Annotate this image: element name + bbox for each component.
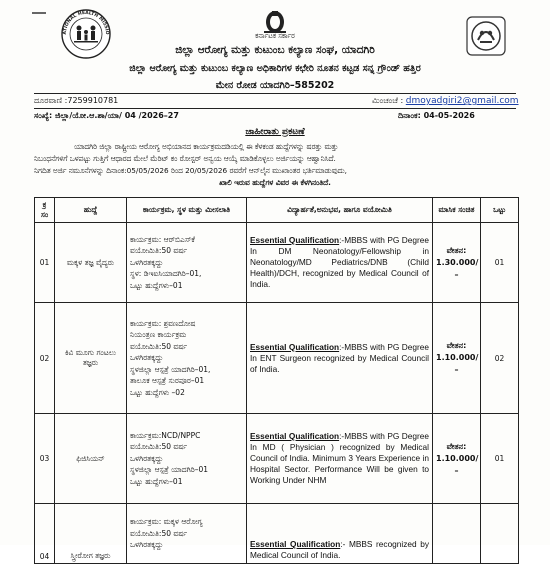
government-label: ಕರ್ನಾಟಕ ಸರ್ಕಾರ bbox=[255, 32, 295, 40]
duty-line: ಒಳಗಿರತಕ್ಕದ್ದು bbox=[130, 540, 164, 550]
table-row bbox=[35, 223, 519, 303]
salary-dash: – bbox=[454, 269, 459, 279]
duty-line: ಸ್ಥಳಜಿಲ್ಲಾ ಆಸ್ಪತ್ರೆ ಯಾದಗಿರಿ–01 bbox=[130, 465, 209, 475]
row-salary bbox=[433, 223, 481, 303]
email-link[interactable]: dmoyadgiri2@gmail.com bbox=[405, 96, 519, 106]
table-row bbox=[35, 504, 519, 564]
duty-line: ಒಳಗಿರತಕ್ಕದ್ದು bbox=[130, 257, 164, 267]
phone-label: ದೂರವಾಣಿ : bbox=[34, 96, 68, 105]
header-duty: ಕಾರ್ಯಕ್ರಮ, ಸ್ಥಳ ಮತ್ತು ಮೀಸಲಾತಿ bbox=[127, 198, 247, 223]
notice-line-4: ಖಾಲಿ ಇರುವ ಹುದ್ದೆಗಳ ವಿವರ ಈ ಕೆಳಗಿನಂತಿದೆ. bbox=[219, 178, 331, 187]
row-post: ಕಿವಿ ಮೂಗು ಗಂಟಲು ತಜ್ಞರು bbox=[55, 303, 127, 414]
duty-line: ವಯೋಮಿತಿ:50 ವರ್ಷ bbox=[130, 246, 188, 256]
row-post: ಫಿಜಿಸಿಯನ್ bbox=[55, 414, 127, 504]
header-divider bbox=[34, 93, 516, 94]
row-sl: 02 bbox=[35, 303, 55, 414]
row-count: 02 bbox=[481, 303, 519, 414]
duty-line: ನಿಯಂತ್ರಣ ಕಾರ್ಯಕ್ರಮ bbox=[130, 330, 187, 340]
duty-line: ವಯೋಮಿತಿ:50 ವರ್ಷ bbox=[130, 528, 188, 538]
scan-mark bbox=[32, 12, 46, 14]
notice-body bbox=[34, 141, 516, 189]
qualification-text: :- MBBS recognized by Medical Council of India. bbox=[250, 539, 429, 560]
qualification-label: Essential Qualification bbox=[250, 235, 340, 245]
duty-line: ಸ್ಥಳಜಿಲ್ಲಾ ಆಸ್ಪತ್ರೆ ಯಾದಗಿರಿ–01, bbox=[130, 364, 211, 374]
row-post: ಸ್ತ್ರೀರೋಗ ತಜ್ಞರು bbox=[55, 504, 127, 564]
duty-line: ಒಟ್ಟು ಹುದ್ದೆಗಳು–01 bbox=[130, 476, 183, 486]
date-value: 04-05-2026 bbox=[423, 111, 475, 120]
duty-line: ವಯೋಮಿತಿ:50 ವರ್ಷ bbox=[130, 341, 188, 351]
header-post: ಹುದ್ದೆ bbox=[55, 198, 127, 223]
header-count: ಒಟ್ಟು bbox=[481, 198, 519, 223]
row-duty bbox=[127, 303, 247, 414]
vacancy-table bbox=[34, 197, 519, 564]
qualification-label: Essential Qualification bbox=[250, 341, 340, 352]
row-qualification bbox=[247, 414, 433, 504]
duty-line: ಸ್ಥಳ: ಡಿಇಐಸಿಯಾದಗಿರಿ–01, bbox=[130, 269, 202, 279]
duty-line: ಕಾರ್ಯಕ್ರಮ: ಶ್ರವಣದೋಷ bbox=[130, 318, 196, 328]
email-line bbox=[372, 96, 519, 106]
salary-dash: – bbox=[454, 465, 459, 475]
salary-amount: 1.10.000/ bbox=[436, 353, 479, 362]
salary-label: ವೇತನ: bbox=[446, 441, 467, 451]
header-sl: ಕ್ರ ಸಂ bbox=[35, 198, 55, 223]
notice-title: ಜಾಹೀರಾತು ಪ್ರಕಟಣೆ bbox=[245, 127, 305, 137]
row-sl: 01 bbox=[35, 223, 55, 303]
row-salary bbox=[433, 414, 481, 504]
duty-line: ಕಾರ್ಯಕ್ರಮ: ಆರ್‌ಬಿಎಸ್‌ಕೆ bbox=[130, 234, 195, 244]
row-qualification bbox=[247, 303, 433, 414]
office-address-line2: ಮೇನ ರೋಡ ಯಾದಗಿರಿ–585202 bbox=[215, 80, 335, 91]
qualification-label: Essential Qualification bbox=[250, 431, 340, 441]
duty-line: ಕಾರ್ಯಕ್ರಮ:NCD/NPPC bbox=[130, 430, 201, 440]
salary-amount: 1.10.000/ bbox=[436, 453, 479, 463]
contact-divider bbox=[34, 108, 516, 109]
salary-label: ವೇತನ: bbox=[446, 245, 467, 255]
duty-line: ಒಳಗಿರತಕ್ಕದ್ದು bbox=[130, 353, 164, 363]
row-post: ಮಕ್ಕಳ ತಜ್ಞ ವೈದ್ಯರು bbox=[55, 223, 127, 303]
row-qualification bbox=[247, 223, 433, 303]
duty-line: ವಯೋಮಿತಿ:50 ವರ್ಷ bbox=[130, 442, 188, 452]
row-sl: 03 bbox=[35, 414, 55, 504]
row-salary bbox=[433, 303, 481, 414]
qualification-label: Essential Qualification bbox=[250, 539, 341, 549]
row-sl: 04 bbox=[35, 504, 55, 564]
reference-number: ಸಂಖ್ಯೆ: ಜಿಲ್ಲಾ/ಯೋ.ಆ.ಶಾ/ಯಾ/ 04 /2026–27 bbox=[34, 111, 179, 120]
duty-line: ತಾಲೂಕ ಆಸ್ಪತ್ರೆ ಸುರಪೂರ–01 bbox=[130, 376, 205, 386]
office-address-line1: ಜಿಲ್ಲಾ ಆರೋಗ್ಯ ಮತ್ತು ಕುಟುಂಬ ಕಲ್ಯಾಣ ಅಧಿಕಾರಿಗಳ ಕಛೇರಿ ನೂತನ ಕಟ್ಟಡ ಸನ್ನ ಗ್ರೌಂಡ್ ಹತ್ತಿರ bbox=[129, 63, 421, 74]
row-duty bbox=[127, 223, 247, 303]
office-name: ಜಿಲ್ಲಾ ಆರೋಗ್ಯ ಮತ್ತು ಕುಟುಂಬ ಕಲ್ಯಾಣ ಸಂಘ, ಯಾದಗಿರಿ bbox=[175, 44, 375, 56]
duty-line: ಒಳಗಿರತಕ್ಕದ್ದು bbox=[130, 453, 164, 463]
table-row bbox=[35, 414, 519, 504]
notice-line-1: ಯಾದಗಿರಿ ಜಿಲ್ಲಾ ರಾಷ್ಟ್ರೀಯ ಆರೋಗ್ಯ ಅಭಿಯಾನದ ಕಾರ್ಯಕ್ರಮದಡಿಯಲ್ಲಿ ಈ ಕೆಳಕಂಡ ಹುದ್ದೆಗಳನ್ನು ಷರತ್ತು ಮತ್ತು bbox=[74, 142, 339, 151]
phone-line bbox=[34, 96, 118, 106]
phone-number: 7259910781 bbox=[67, 96, 119, 105]
table-header-row bbox=[35, 198, 519, 223]
row-salary bbox=[433, 504, 481, 564]
duty-line: ಒಟ್ಟು ಹುದ್ದೆಗಳು –02 bbox=[130, 387, 185, 397]
qualification-text: :-MBBS with PG Degree In ENT Surgeon recognized by Medical Council of India. bbox=[250, 341, 429, 374]
duty-line: ಒಟ್ಟು ಹುದ್ದೆಗಳು–01 bbox=[130, 280, 183, 290]
row-count: 01 bbox=[481, 414, 519, 504]
qualification-text: :-MBBS with PG Degree In MD ( Physician ) recognized by Medical Council of India. Minimum 3 Years Experience in Hospital Sector. Performance Will be given to Working Under NHM bbox=[250, 431, 429, 485]
notice-line-3: ನಿಗದಿತ ಅರ್ಜಿ ನಮೂನೆಗಳನ್ನು ದಿನಾಂಕ:05/05/2026 ರಿಂದ 20/05/2026 ರವರೆಗೆ ಆನ್‌ಲೈನ ಮುಖಾಂತರ ಭರ್ತಿಮಾಡುವುದು, bbox=[34, 166, 347, 175]
svg-text:NATIONAL HEALTH MISSION: ATIONAL HEALTH MISSIO bbox=[62, 10, 110, 35]
duty-line: ಕಾರ್ಯಕ್ರಮ: ಮಕ್ಕಳ ಆರೋಗ್ಯ bbox=[130, 517, 203, 527]
salary-dash: – bbox=[454, 365, 459, 374]
qualification-text: :-MBBS with PG Degree In DM Neonatology/Fellowship in Neonatology/MD Pediatrics/DNB (Child Health)/DCH, recognized by Medical Council of India. bbox=[250, 235, 429, 289]
row-duty bbox=[127, 414, 247, 504]
notice-date bbox=[398, 111, 475, 121]
date-label: ದಿನಾಂಕ: bbox=[398, 111, 421, 120]
email-label: ಮಿಂಚಂಚೆ : bbox=[372, 96, 404, 105]
header-qualification: ವಿದ್ಯಾರ್ಹತೆ,ಅನುಭವ, ಹಾಗೂ ವಯೋಮಿತಿ bbox=[247, 198, 433, 223]
row-qualification bbox=[247, 504, 433, 564]
row-duty bbox=[127, 504, 247, 564]
salary-label: ವೇತನ: bbox=[446, 341, 467, 350]
notice-line-2: ನಿಬಂಧನೆಗಳಿಗೆ ಒಳಪಟ್ಟು ಗುತ್ತಿಗೆ ಆಧಾರದ ಮೇಲೆ ಮೆರಿಟ್ ಕಂ ರೋಸ್ಟರ್ ಅನ್ವಯ ಆಯ್ಕೆ ಮಾಡಿಕೊಳ್ಳಲು ಅರ್ಜಿಯನ್ನು ಆಹ್ವಾನಿಸಿದೆ. bbox=[34, 154, 336, 163]
state-emblem bbox=[260, 8, 290, 34]
salary-amount: 1.30.000/ bbox=[436, 257, 479, 267]
row-count bbox=[481, 504, 519, 564]
row-count: 01 bbox=[481, 223, 519, 303]
header-salary: ಮಾಸಿಕ ಸಂಚಿತ bbox=[433, 198, 481, 223]
table-row bbox=[35, 303, 519, 414]
